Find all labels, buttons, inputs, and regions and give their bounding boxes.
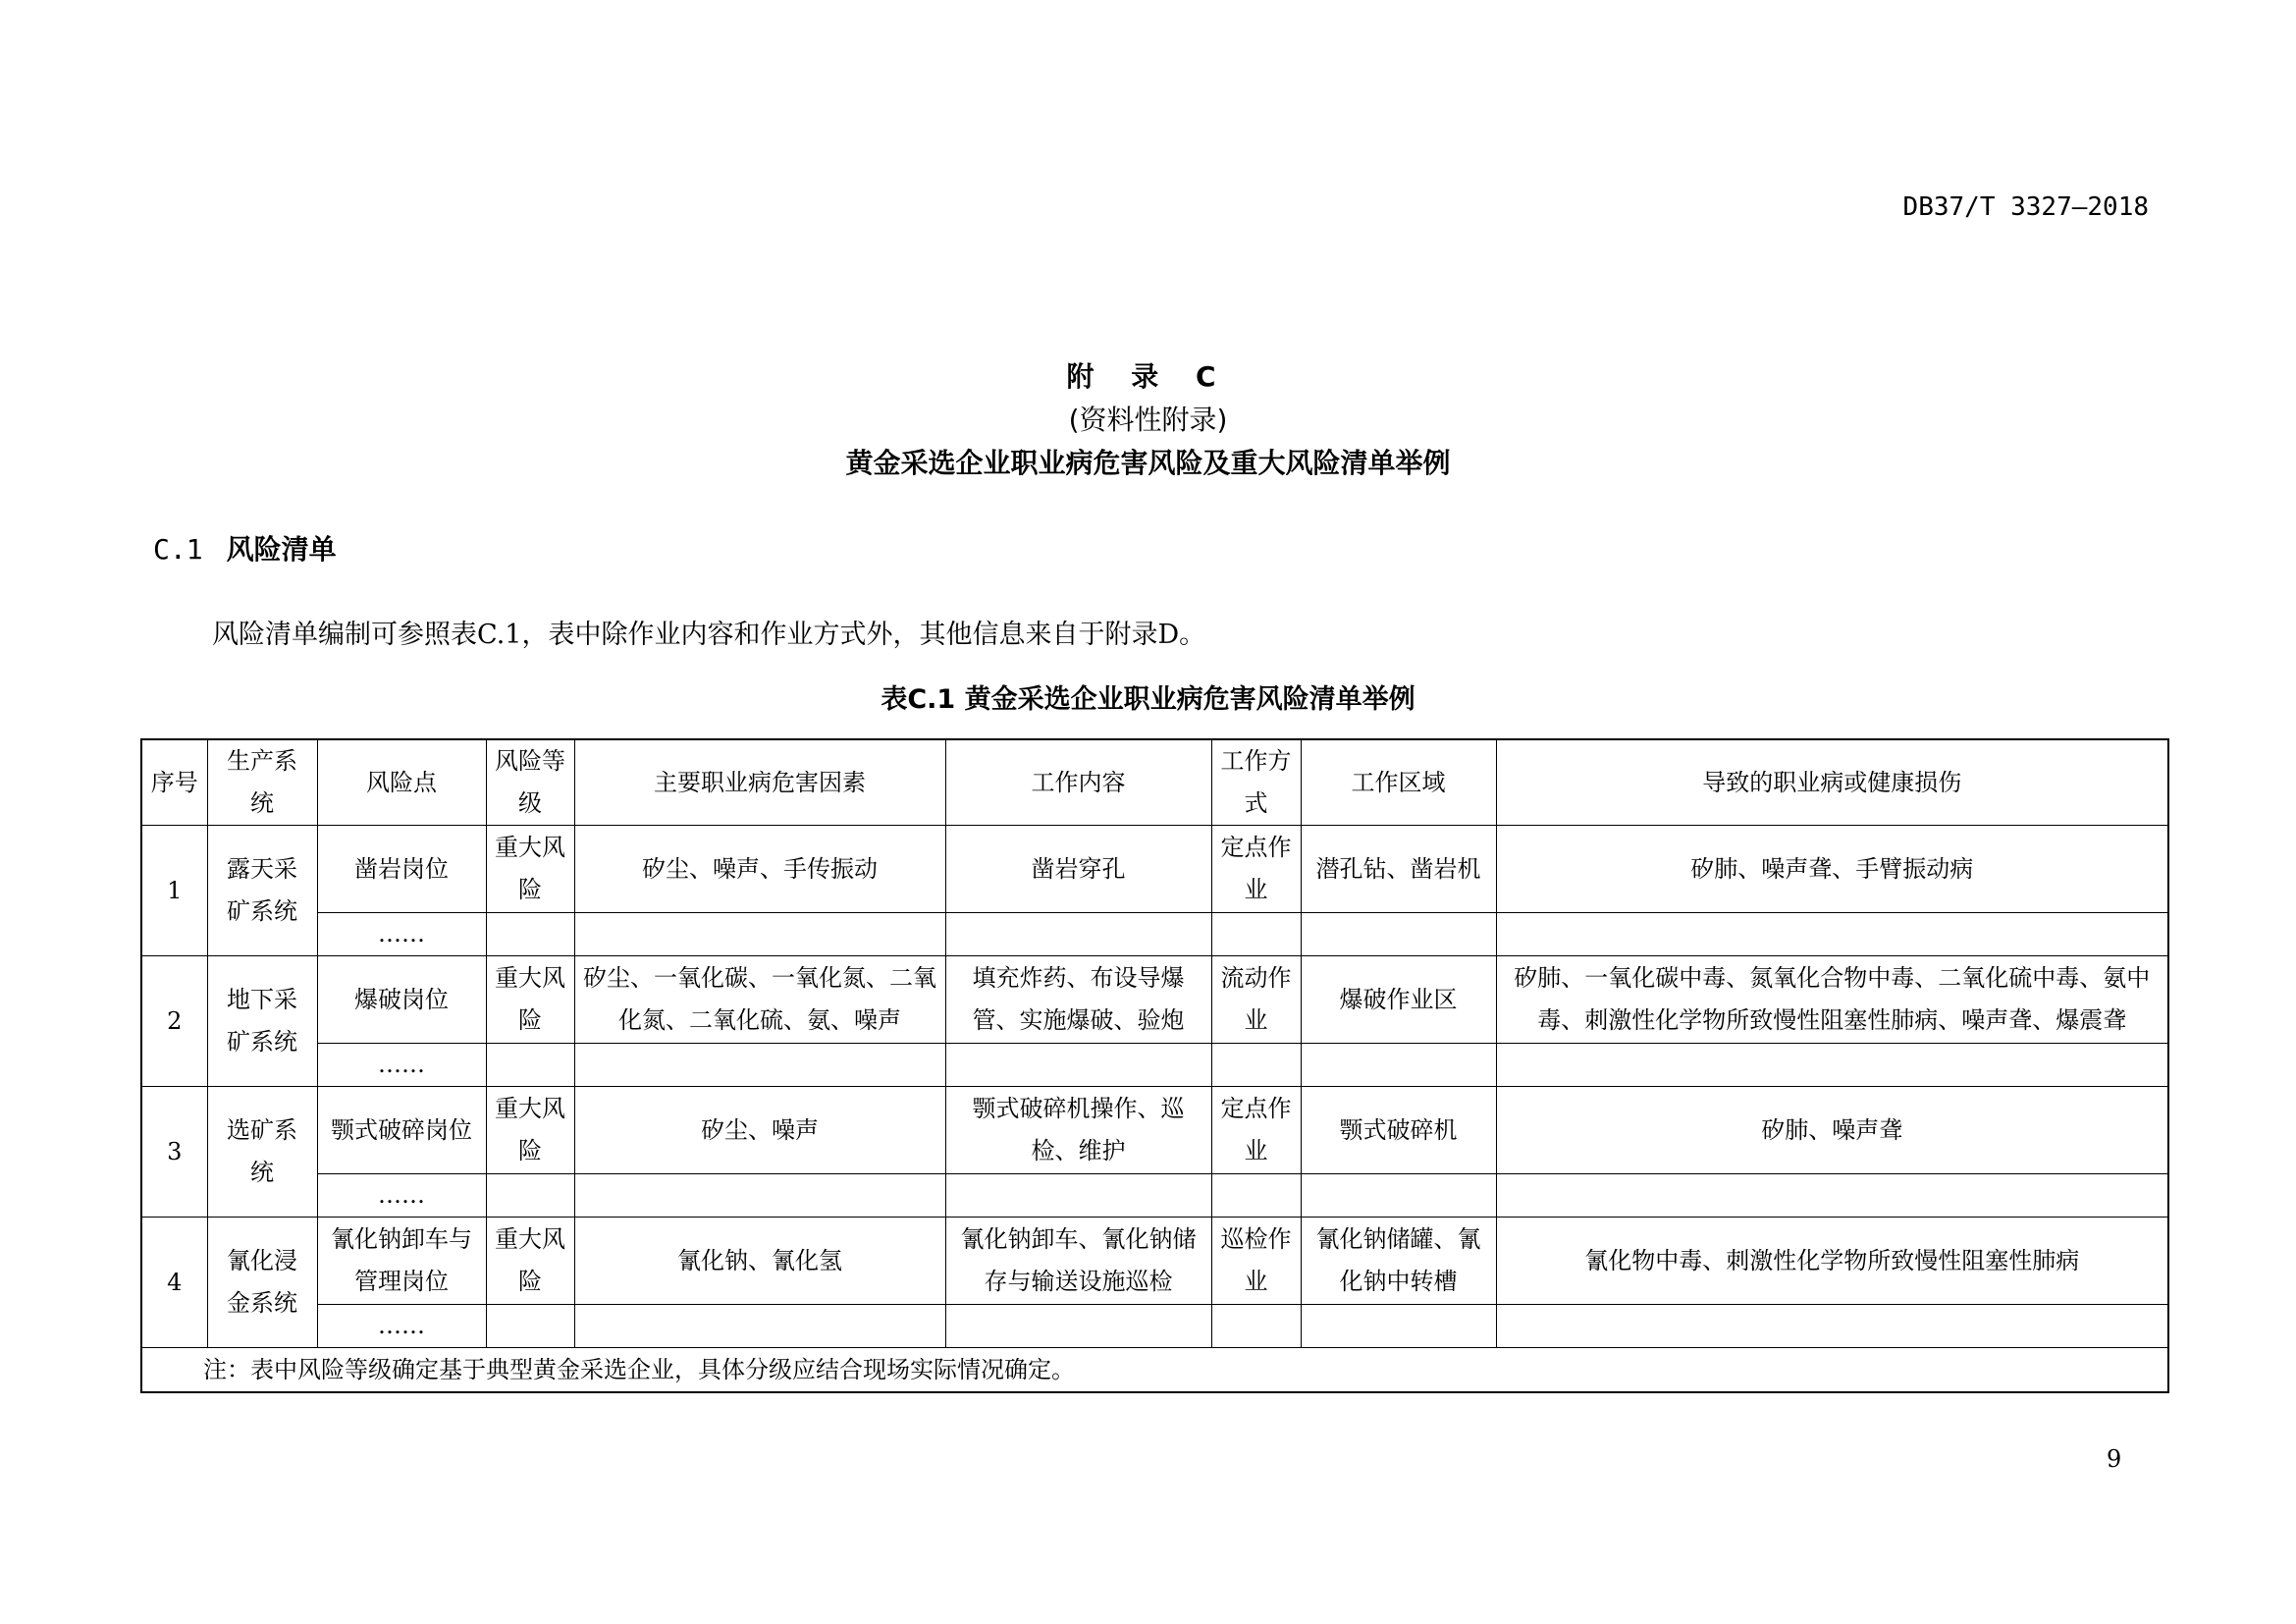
table-row-continuation (141, 1305, 2168, 1348)
table-note: 注：表中风险等级确定基于典型黄金采选企业，具体分级应结合现场实际情况确定。 (141, 1348, 2168, 1393)
health-damage: 矽肺、一氧化碳中毒、氮氧化合物中毒、二氧化硫中毒、氨中毒、刺激性化学物所致慢性阻塞性肺病、噪声聋、爆震聋 (1496, 956, 2168, 1044)
row-number: 2 (141, 956, 207, 1087)
table-row (141, 826, 2168, 913)
risk-point: 爆破岗位 (317, 956, 486, 1044)
work-mode: 巡检作业 (1211, 1218, 1301, 1305)
page-number: 9 (2107, 1445, 2122, 1473)
appendix-title: 附 录 C (1066, 360, 1230, 393)
ellipsis-cell: …… (317, 1174, 486, 1218)
hazard-factors: 矽尘、噪声、手传振动 (574, 826, 945, 913)
work-content: 填充炸药、布设导爆管、实施爆破、验炮 (945, 956, 1211, 1044)
work-content: 氰化钠卸车、氰化钠储存与输送设施巡检 (945, 1218, 1211, 1305)
risk-level: 重大风险 (486, 826, 574, 913)
table-note-row (141, 1348, 2168, 1393)
work-area: 潜孔钻、凿岩机 (1301, 826, 1496, 913)
hazard-factors: 矽尘、噪声 (574, 1087, 945, 1174)
section-heading (153, 528, 337, 568)
table-row (141, 956, 2168, 1044)
hazard-factors: 矽尘、一氧化碳、一氧化氮、二氧化氮、二氧化硫、氨、噪声 (574, 956, 945, 1044)
table-header-row (141, 739, 2168, 826)
hazard-factors: 氰化钠、氰化氢 (574, 1218, 945, 1305)
production-system: 选矿系统 (207, 1087, 317, 1218)
risk-table (140, 738, 2169, 1393)
section-number: C.1 (153, 533, 203, 566)
production-system: 露天采矿系统 (207, 826, 317, 956)
health-damage: 矽肺、噪声聋 (1496, 1087, 2168, 1174)
table-title: 表C.1 黄金采选企业职业病危害风险清单举例 (881, 684, 1415, 715)
header-cell: 生产系统 (207, 739, 317, 826)
header-cell: 工作区域 (1301, 739, 1496, 826)
health-damage: 矽肺、噪声聋、手臂振动病 (1496, 826, 2168, 913)
table-row (141, 1087, 2168, 1174)
standard-code: DB37/T 3327—2018 (1902, 192, 2149, 222)
header-cell: 主要职业病危害因素 (574, 739, 945, 826)
row-number: 3 (141, 1087, 207, 1218)
ellipsis-cell: …… (317, 913, 486, 956)
row-number: 4 (141, 1218, 207, 1348)
work-mode: 定点作业 (1211, 826, 1301, 913)
work-area: 爆破作业区 (1301, 956, 1496, 1044)
risk-point: 氰化钠卸车与管理岗位 (317, 1218, 486, 1305)
ellipsis-cell: …… (317, 1305, 486, 1348)
risk-level: 重大风险 (486, 956, 574, 1044)
work-mode: 流动作业 (1211, 956, 1301, 1044)
header-cell: 风险等级 (486, 739, 574, 826)
section-title: 风险清单 (226, 533, 337, 566)
appendix-name: 黄金采选企业职业病危害风险及重大风险清单举例 (845, 447, 1451, 479)
work-content: 颚式破碎机操作、巡检、维护 (945, 1087, 1211, 1174)
work-area: 颚式破碎机 (1301, 1087, 1496, 1174)
appendix-subtitle: (资料性附录) (1068, 404, 1228, 436)
header-cell: 序号 (141, 739, 207, 826)
risk-level: 重大风险 (486, 1087, 574, 1174)
table-row-continuation (141, 1044, 2168, 1087)
table-row (141, 1218, 2168, 1305)
health-damage: 氰化物中毒、刺激性化学物所致慢性阻塞性肺病 (1496, 1218, 2168, 1305)
intro-paragraph: 风险清单编制可参照表C.1，表中除作业内容和作业方式外，其他信息来自于附录D。 (212, 620, 1206, 650)
header-cell: 工作方式 (1211, 739, 1301, 826)
header-cell: 风险点 (317, 739, 486, 826)
production-system: 氰化浸金系统 (207, 1218, 317, 1348)
production-system: 地下采矿系统 (207, 956, 317, 1087)
ellipsis-cell: …… (317, 1044, 486, 1087)
header-cell: 工作内容 (945, 739, 1211, 826)
header-cell: 导致的职业病或健康损伤 (1496, 739, 2168, 826)
work-mode: 定点作业 (1211, 1087, 1301, 1174)
risk-level: 重大风险 (486, 1218, 574, 1305)
table-row-continuation (141, 1174, 2168, 1218)
work-area: 氰化钠储罐、氰化钠中转槽 (1301, 1218, 1496, 1305)
work-content: 凿岩穿孔 (945, 826, 1211, 913)
row-number: 1 (141, 826, 207, 956)
risk-point: 凿岩岗位 (317, 826, 486, 913)
risk-point: 颚式破碎岗位 (317, 1087, 486, 1174)
table-row-continuation (141, 913, 2168, 956)
